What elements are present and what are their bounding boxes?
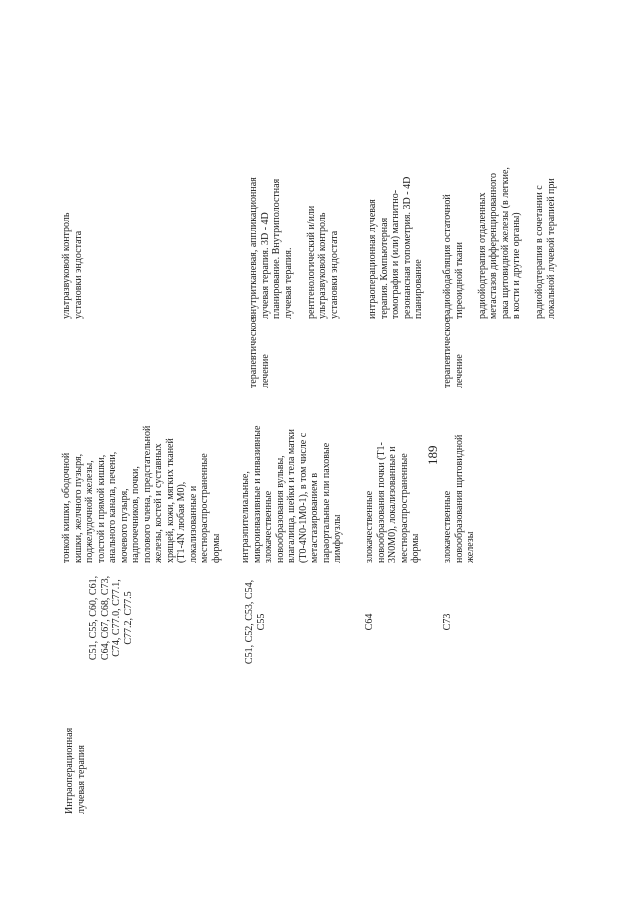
cell-treatment-notes: интраоперационная лучевая терапия. Компьютерная томография и (или) магнитно- резонансная топометрия. 3D - 4D планирование xyxy=(367,176,424,319)
cell-treatment-notes: внутритканевая, аппликационная лучевая терапия. 3D - 4D планирование. Внутриполостная лучевая терапия. рентгенологический и/или ультразвуковой контроль установки эндостата xyxy=(248,177,340,319)
cell-treatment-type: терапевтическое лечение xyxy=(248,317,271,388)
cell-disease: злокачественные новообразования щитовидной железы xyxy=(442,434,476,563)
cell-disease: тонкой кишки, ободочной кишки, желчного пузыря, поджелудочной железы, толстой и прямой кишки, анального канала, печени, мочевого пузыря, надпочечников, почки, полового члена, предстательной железы, костей и суставных хрящей, кожи, мягких тканей (T1-4N любая M0), локализованные и местнораспространенные формы xyxy=(61,425,222,563)
page-number: 189 xyxy=(425,445,440,465)
cell-method: Интраоперационная лучевая терапия xyxy=(64,727,87,814)
cell-codes: C51, C55, C60, C61, C64, C67, C68, C73, C74, C77.0, C77.1, C77.2, C77.5 xyxy=(88,575,134,661)
cell-treatment-notes: ультразвуковой контроль установки эндостата xyxy=(61,212,84,319)
cell-codes: C51, C52, C53, C54, C55 xyxy=(244,579,267,665)
cell-disease: интраэпителиальные, микроинвазивные и инвазивные злокачественные новообразования вульвы, влагалища, шейки и тела матки (T0-4N0-1M0-1), в том числе с метастазированием в параортальные или паховые лимфоузлы xyxy=(240,425,343,563)
cell-codes: C64 xyxy=(364,613,375,631)
cell-treatment-type: терапевтическое лечение xyxy=(442,317,465,388)
cell-disease: злокачественные новообразования почки (T1- 3N0M0), локализованные и местнораспространенные формы xyxy=(364,442,421,563)
cell-codes: C73 xyxy=(442,613,453,631)
cell-treatment-notes: радиойодабляция остаточной тиреоидной ткани радиойодтерапия отдаленных метастазов дифференцированного рака щитовидной железы (в легкие, в кости и другие органы) радиойодтерапия в сочетании с локальной лучевой терапией при xyxy=(442,167,557,319)
